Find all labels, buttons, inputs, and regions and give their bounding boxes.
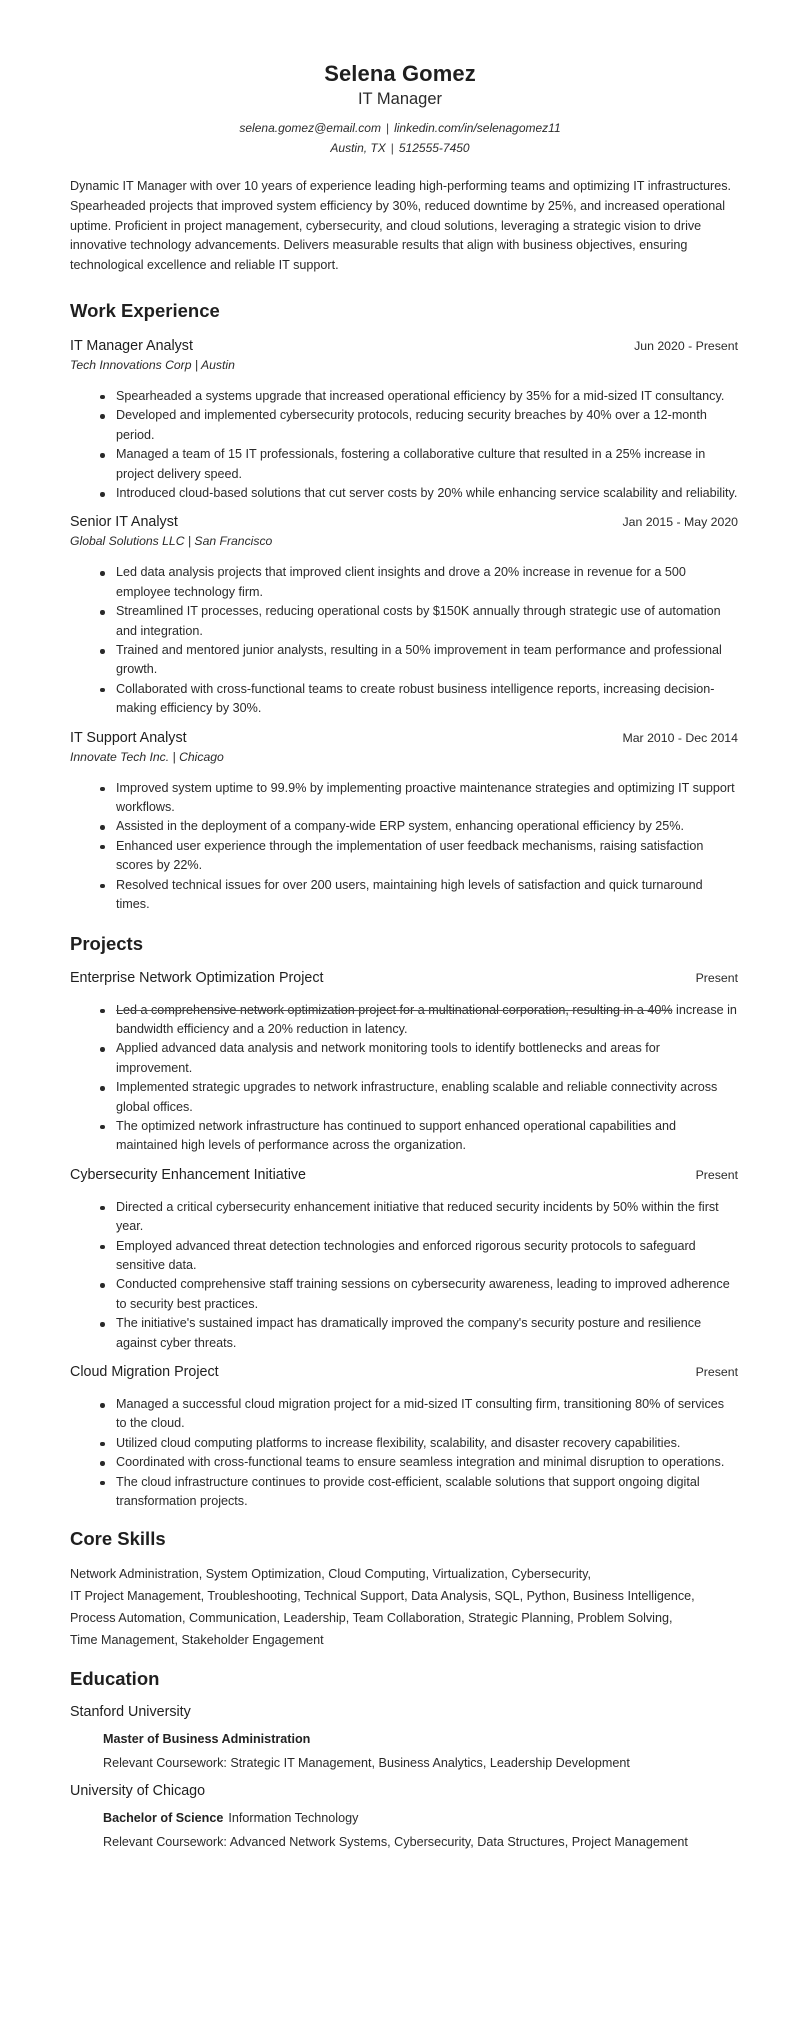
project-dates: Present [695, 1365, 738, 1380]
job-header [70, 336, 738, 356]
linkedin-link[interactable]: linkedin.com/in/selenagomez11 [394, 121, 561, 135]
project-title: Enterprise Network Optimization Project [70, 969, 324, 986]
bullet-item: Utilized cloud computing platforms to increase flexibility, scalability, and disaster recovery capabilities. [116, 1434, 738, 1453]
job-entry [70, 512, 738, 718]
job-dates: Jun 2020 - Present [634, 338, 738, 353]
project-entry [70, 1362, 738, 1511]
job-company: Global Solutions LLC | San Francisco [70, 534, 273, 549]
professional-summary: Dynamic IT Manager with over 10 years of experience leading high-performing teams and optimizing IT infrastructures. Spearheaded projects that improved system efficiency by 30%, reduced downtime by 25%, and increased operational uptime. Proficient in project management, cybersecurity, and cloud solutions, leveraging a strategic vision to drive innovative technology advancements. Delivers measurable results that align with business objectives, ensuring technological excellence and reliable IT support. [70, 179, 732, 273]
email-link[interactable]: selena.gomez@email.com [239, 121, 381, 135]
education-section [70, 1667, 738, 1852]
bullet-item: Developed and implemented cybersecurity protocols, reducing security breaches by 40% over a 12-month period. [116, 406, 738, 445]
contact-line-1 [0, 119, 800, 139]
job-dates: Mar 2010 - Dec 2014 [622, 730, 738, 745]
bullet-item: Directed a critical cybersecurity enhancement initiative that reduced security incidents by 50% within the first year. [116, 1198, 738, 1237]
bullet-item: Spearheaded a systems upgrade that increased operational efficiency by 35% for a mid-sized IT consultancy. [116, 387, 738, 406]
project-header [70, 1362, 738, 1382]
job-dates: Jan 2015 - May 2020 [622, 515, 738, 530]
job-company: Innovate Tech Inc. | Chicago [70, 749, 224, 764]
education-details [70, 1809, 738, 1852]
field-of-study: Information Technology [228, 1811, 359, 1826]
struck-text: Led a comprehensive network optimization project for a multinational corporation, resulting in a 40% [116, 1002, 673, 1017]
bullet-item: Trained and mentored junior analysts, resulting in a 50% improvement in team performance and professional growth. [116, 641, 738, 680]
skills-line: Network Administration, System Optimization, Cloud Computing, Virtualization, Cybersecurity, [70, 1567, 591, 1582]
job-bullets [70, 563, 738, 718]
job-title: Senior IT Analyst [70, 514, 178, 531]
education-entry [70, 1781, 738, 1852]
project-title: Cloud Migration Project [70, 1364, 219, 1381]
projects-section [70, 932, 738, 1512]
bullet-item: Coordinated with cross-functional teams to ensure seamless integration and minimal disruption to operations. [116, 1453, 738, 1472]
contact-line-2 [0, 139, 800, 159]
bullet-item: Implemented strategic upgrades to network infrastructure, enabling scalable and reliable connectivity across global offices. [116, 1078, 738, 1117]
candidate-name: Selena Gomez [324, 61, 476, 86]
project-entry [70, 968, 738, 1156]
bullet-item: Managed a successful cloud migration project for a mid-sized IT consulting firm, transitioning 80% of services to the cloud. [116, 1395, 738, 1434]
project-dates: Present [695, 1167, 738, 1182]
separator: | [385, 121, 390, 135]
school-name: Stanford University [70, 1704, 191, 1721]
skills-list [70, 1563, 738, 1651]
job-title: IT Support Analyst [70, 729, 187, 746]
bullet-item: Assisted in the deployment of a company-wide ERP system, enhancing operational efficiency by 25%. [116, 817, 738, 836]
resume-header [0, 0, 800, 158]
project-bullets [70, 1395, 738, 1511]
core-skills-section [70, 1527, 738, 1651]
skills-line: Time Management, Stakeholder Engagement [70, 1633, 324, 1648]
bullet-item: Led data analysis projects that improved client insights and drove a 20% increase in revenue for a 500 employee technology firm. [116, 563, 738, 602]
degree-line [103, 1809, 738, 1828]
location: Austin, TX [330, 140, 386, 155]
bullet-item: The optimized network infrastructure has continued to support enhanced operational capabilities and maintained high levels of performance across the organization. [116, 1117, 738, 1156]
job-header [70, 512, 738, 532]
contact-info [0, 119, 800, 158]
project-header [70, 968, 738, 988]
section-heading-work: Work Experience [70, 299, 220, 321]
section-heading-skills: Core Skills [70, 1528, 166, 1550]
job-title: IT Manager Analyst [70, 337, 193, 354]
work-experience-section [70, 299, 738, 915]
project-bullets [70, 1001, 738, 1156]
degree: Bachelor of Science [103, 1811, 224, 1826]
bullet-item: Conducted comprehensive staff training sessions on cybersecurity awareness, leading to improved adherence to security best practices. [116, 1275, 738, 1314]
bullet-item: The cloud infrastructure continues to provide cost-efficient, scalable solutions that support ongoing digital transformation projects. [116, 1473, 738, 1512]
job-bullets [70, 779, 738, 915]
separator: | [390, 140, 394, 155]
resume-body [0, 177, 800, 1852]
section-heading-education: Education [70, 1668, 160, 1690]
bullet-item: Employed advanced threat detection technologies and enforced rigorous security protocols to safeguard sensitive data. [116, 1237, 738, 1276]
bullet-item: Streamlined IT processes, reducing operational costs by $150K annually through strategic use of automation and integration. [116, 602, 738, 641]
phone: 512555-7450 [398, 140, 470, 155]
project-header [70, 1165, 738, 1185]
skills-line: IT Project Management, Troubleshooting, Technical Support, Data Analysis, SQL, Python, Business Intelligence, [70, 1589, 695, 1604]
job-entry [70, 728, 738, 915]
project-dates: Present [695, 970, 738, 985]
coursework: Relevant Coursework: Strategic IT Management, Business Analytics, Leadership Development [103, 1756, 630, 1771]
bullet-item: Applied advanced data analysis and network monitoring tools to identify bottlenecks and areas for improvement. [116, 1039, 738, 1078]
job-entry [70, 336, 738, 503]
candidate-title: IT Manager [357, 90, 443, 108]
bullet-item: Introduced cloud-based solutions that cut server costs by 20% while enhancing service scalability and reliability. [116, 484, 738, 503]
education-entry [70, 1702, 738, 1773]
project-bullets [70, 1198, 738, 1353]
bullet-text: increase in bandwidth efficiency and a 20% reduction in latency. [116, 1002, 737, 1036]
skills-line: Process Automation, Communication, Leadership, Team Collaboration, Strategic Planning, Problem Solving, [70, 1611, 673, 1626]
bullet-item: Managed a team of 15 IT professionals, fostering a collaborative culture that resulted in a 25% increase in project delivery speed. [116, 445, 738, 484]
bullet-item: The initiative's sustained impact has dramatically improved the company's security posture and resilience against cyber threats. [116, 1314, 738, 1353]
degree: Master of Business Administration [103, 1732, 311, 1747]
project-entry [70, 1165, 738, 1353]
bullet-item: Enhanced user experience through the implementation of user feedback mechanisms, raising satisfaction scores by 22%. [116, 837, 738, 876]
job-company: Tech Innovations Corp | Austin [70, 357, 235, 372]
project-title: Cybersecurity Enhancement Initiative [70, 1166, 307, 1183]
bullet-item: Improved system uptime to 99.9% by implementing proactive maintenance strategies and optimizing IT support workflows. [116, 779, 738, 818]
school-name: University of Chicago [70, 1783, 206, 1800]
section-heading-projects: Projects [70, 932, 144, 954]
education-details [70, 1730, 738, 1773]
job-bullets [70, 387, 738, 503]
bullet-item: Collaborated with cross-functional teams to create robust business intelligence reports, increasing decision-making efficiency by 30%. [116, 680, 738, 719]
degree-line [103, 1730, 738, 1749]
job-header [70, 728, 738, 748]
bullet-item [116, 1001, 738, 1040]
coursework: Relevant Coursework: Advanced Network Systems, Cybersecurity, Data Structures, Project Management [103, 1835, 688, 1850]
bullet-item: Resolved technical issues for over 200 users, maintaining high levels of satisfaction and quick turnaround times. [116, 876, 738, 915]
